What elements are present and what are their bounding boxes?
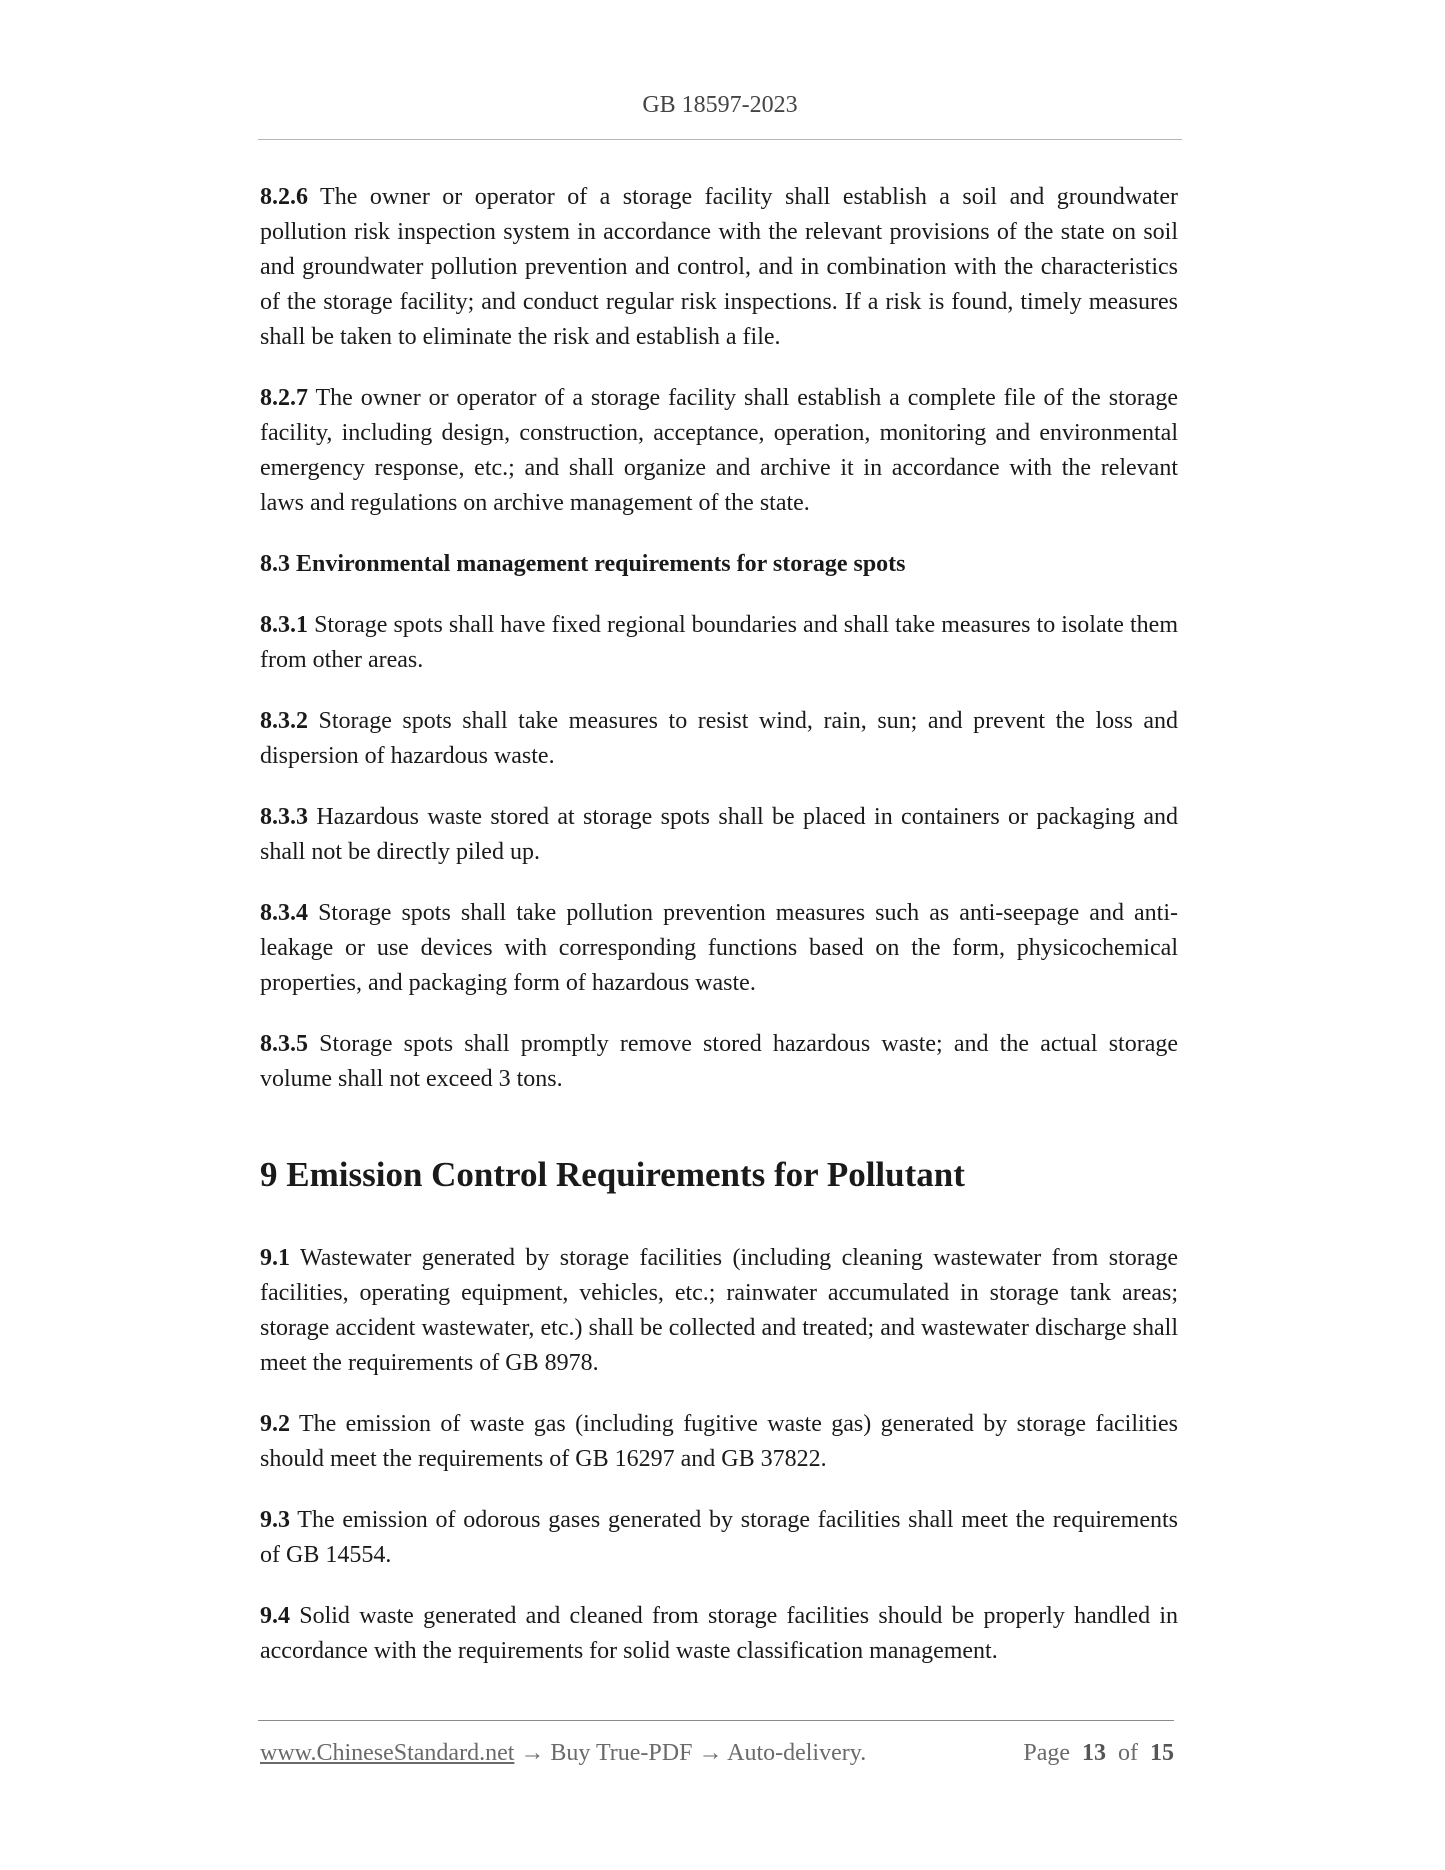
clause-text: Wastewater generated by storage facilities (including cleaning wastewater from storage facilities, operating equipment, vehicles, etc.; rainwater accumulated in storage tank areas; storage accident wastewater, etc.) shall be collected and treated; and wastewater discharge shall meet the requirements of GB 8978. — [260, 1245, 1178, 1376]
clause-8-3-3 — [260, 800, 1178, 870]
page-header — [258, 92, 1182, 119]
clause-8-2-6 — [260, 180, 1178, 355]
clause-text: Solid waste generated and cleaned from storage facilities should be properly handled in accordance with the requirements for solid waste classification management. — [260, 1603, 1178, 1664]
clause-8-3-5 — [260, 1027, 1178, 1097]
clause-9-2 — [260, 1407, 1178, 1477]
section-heading-8-3: 8.3 Environmental management requirements for storage spots — [260, 551, 906, 577]
clause-text: Storage spots shall take measures to resist wind, rain, sun; and prevent the loss and dispersion of hazardous waste. — [260, 708, 1178, 769]
of-word: of — [1118, 1740, 1138, 1766]
clause-number: 9.2 — [260, 1411, 290, 1437]
clause-number: 8.3.5 — [260, 1031, 308, 1057]
page-number: 13 — [1082, 1740, 1106, 1766]
clause-9-1 — [260, 1241, 1178, 1381]
chapter-heading-9: 9 Emission Control Requirements for Pollutant — [260, 1155, 965, 1194]
clause-9-3 — [260, 1503, 1178, 1573]
clause-8-2-7 — [260, 381, 1178, 521]
clause-text: The owner or operator of a storage facility shall establish a soil and groundwater pollution risk inspection system in accordance with the relevant provisions of the state on soil and groundwater pollution prevention and control, and in combination with the characteristics of the storage facility; and conduct regular risk inspections. If a risk is found, timely measures shall be taken to eliminate the risk and establish a file. — [260, 184, 1178, 350]
clause-number: 9.3 — [260, 1507, 290, 1533]
clause-text: Storage spots shall promptly remove stored hazardous waste; and the actual storage volume shall not exceed 3 tons. — [260, 1031, 1178, 1092]
clause-number: 9.4 — [260, 1603, 290, 1629]
clause-number: 8.3.1 — [260, 612, 308, 638]
clause-number: 8.2.6 — [260, 184, 308, 210]
page-footer — [260, 1740, 1174, 1767]
document-id: GB 18597-2023 — [642, 92, 798, 118]
clause-number: 8.2.7 — [260, 385, 308, 411]
header-divider — [258, 139, 1182, 140]
clause-text: The emission of waste gas (including fugitive waste gas) generated by storage facilities should meet the requirements of GB 16297 and GB 37822. — [260, 1411, 1178, 1472]
clause-8-3-1 — [260, 608, 1178, 678]
page-word: Page — [1023, 1740, 1070, 1766]
page-content — [260, 180, 1178, 1695]
footer-divider — [258, 1720, 1174, 1721]
clause-text: Hazardous waste stored at storage spots shall be placed in containers or packaging and shall not be directly piled up. — [260, 804, 1178, 865]
clause-9-4 — [260, 1599, 1178, 1669]
clause-text: Storage spots shall have fixed regional boundaries and shall take measures to isolate them from other areas. — [260, 612, 1178, 673]
clause-number: 8.3.4 — [260, 900, 308, 926]
clause-text: Storage spots shall take pollution prevention measures such as anti-seepage and anti-leakage or use devices with corresponding functions based on the form, physicochemical properties, and packaging form of hazardous waste. — [260, 900, 1178, 996]
clause-8-3-4 — [260, 896, 1178, 1001]
clause-text: The owner or operator of a storage facility shall establish a complete file of the storage facility, including design, construction, acceptance, operation, monitoring and environmental emergency response, etc.; and shall organize and archive it in accordance with the relevant laws and regulations on archive management of the state. — [260, 385, 1178, 516]
footer-left — [260, 1740, 866, 1767]
clause-8-3-2 — [260, 704, 1178, 774]
clause-number: 9.1 — [260, 1245, 290, 1271]
footer-tagline: → Buy True-PDF → Auto-delivery. — [514, 1740, 867, 1766]
page-total: 15 — [1150, 1740, 1174, 1766]
website-link[interactable]: www.ChineseStandard.net — [260, 1740, 515, 1766]
clause-number: 8.3.3 — [260, 804, 308, 830]
clause-text: The emission of odorous gases generated by storage facilities shall meet the requirements of GB 14554. — [260, 1507, 1178, 1568]
page-indicator — [1023, 1740, 1174, 1767]
clause-number: 8.3.2 — [260, 708, 308, 734]
